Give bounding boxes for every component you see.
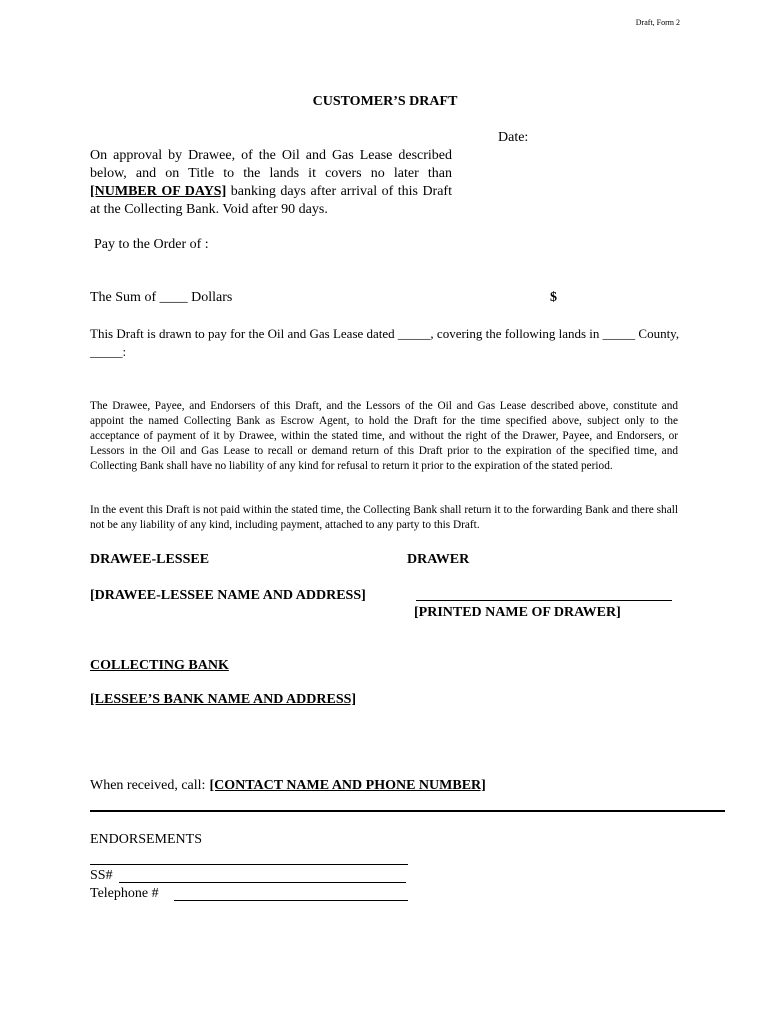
header-note: Draft, Form 2	[635, 18, 680, 27]
ss-line	[119, 882, 406, 883]
drawer-name-placeholder: [PRINTED NAME OF DRAWER]	[414, 605, 621, 620]
drawer-label: DRAWER	[407, 552, 470, 567]
sum-text: The Sum of ____ Dollars	[90, 290, 233, 305]
drawee-lessee-name-placeholder: [DRAWEE-LESSEE NAME AND ADDRESS]	[90, 588, 366, 603]
escrow-paragraph: The Drawee, Payee, and Endorsers of this Draft, and the Lessors of the Oil and Gas Lease described above, constitute and appoint the named Collecting Bank as Escrow Agent, to hold the Draft for the time specified above, subject only to the acceptance of payment of it by Drawee, within the stated time, and without the right of the Drawer, Payee, and Endorsers, or Lessors in the Oil and Gas Lease to recall or demand return of this Draft prior to the expiration of the specified time, and Collecting Bank shall have no liability of any kind for refusal to return it prior to the expiration of the stated period.	[90, 400, 678, 472]
telephone-line	[174, 900, 408, 901]
number-of-days-placeholder: [NUMBER OF DAYS]	[90, 184, 227, 199]
dollar-sign: $	[550, 290, 557, 305]
horizontal-rule	[90, 810, 725, 812]
drawee-lessee-label: DRAWEE-LESSEE	[90, 552, 210, 567]
drawer-signature-line	[416, 600, 672, 601]
date-label: Date:	[498, 130, 529, 145]
endorsement-signature-line	[90, 864, 408, 865]
document-title: CUSTOMER’S DRAFT	[312, 94, 458, 109]
approval-text-before: On approval by Drawee, of the Oil and Gas Lease described below, and on Title to the lands it covers no later than	[90, 148, 452, 181]
contact-placeholder: [CONTACT NAME AND PHONE NUMBER]	[209, 778, 486, 793]
nonpayment-paragraph: In the event this Draft is not paid within the stated time, the Collecting Bank shall return it to the forwarding Bank and there shall not be any liability of any kind, including payment, attached to any party to this Draft.	[90, 504, 678, 531]
ss-label: SS#	[90, 868, 113, 883]
approval-paragraph	[90, 147, 452, 219]
lessee-bank-placeholder: [LESSEE’S BANK NAME AND ADDRESS]	[90, 692, 357, 707]
approval-text-after: banking days after arrival of this Draft at the Collecting Bank. Void after 90 days.	[90, 184, 452, 217]
endorsements-label: ENDORSEMENTS	[90, 832, 203, 847]
when-received-label: When received, call:	[90, 778, 206, 793]
drawn-for-lease-text: This Draft is drawn to pay for the Oil and Gas Lease dated _____, covering the following lands in _____ County, _____:	[90, 326, 680, 359]
pay-to-order-label: Pay to the Order of :	[94, 237, 209, 252]
telephone-label: Telephone #	[90, 886, 159, 901]
collecting-bank-label: COLLECTING BANK	[90, 658, 229, 673]
when-received-line	[90, 778, 486, 794]
